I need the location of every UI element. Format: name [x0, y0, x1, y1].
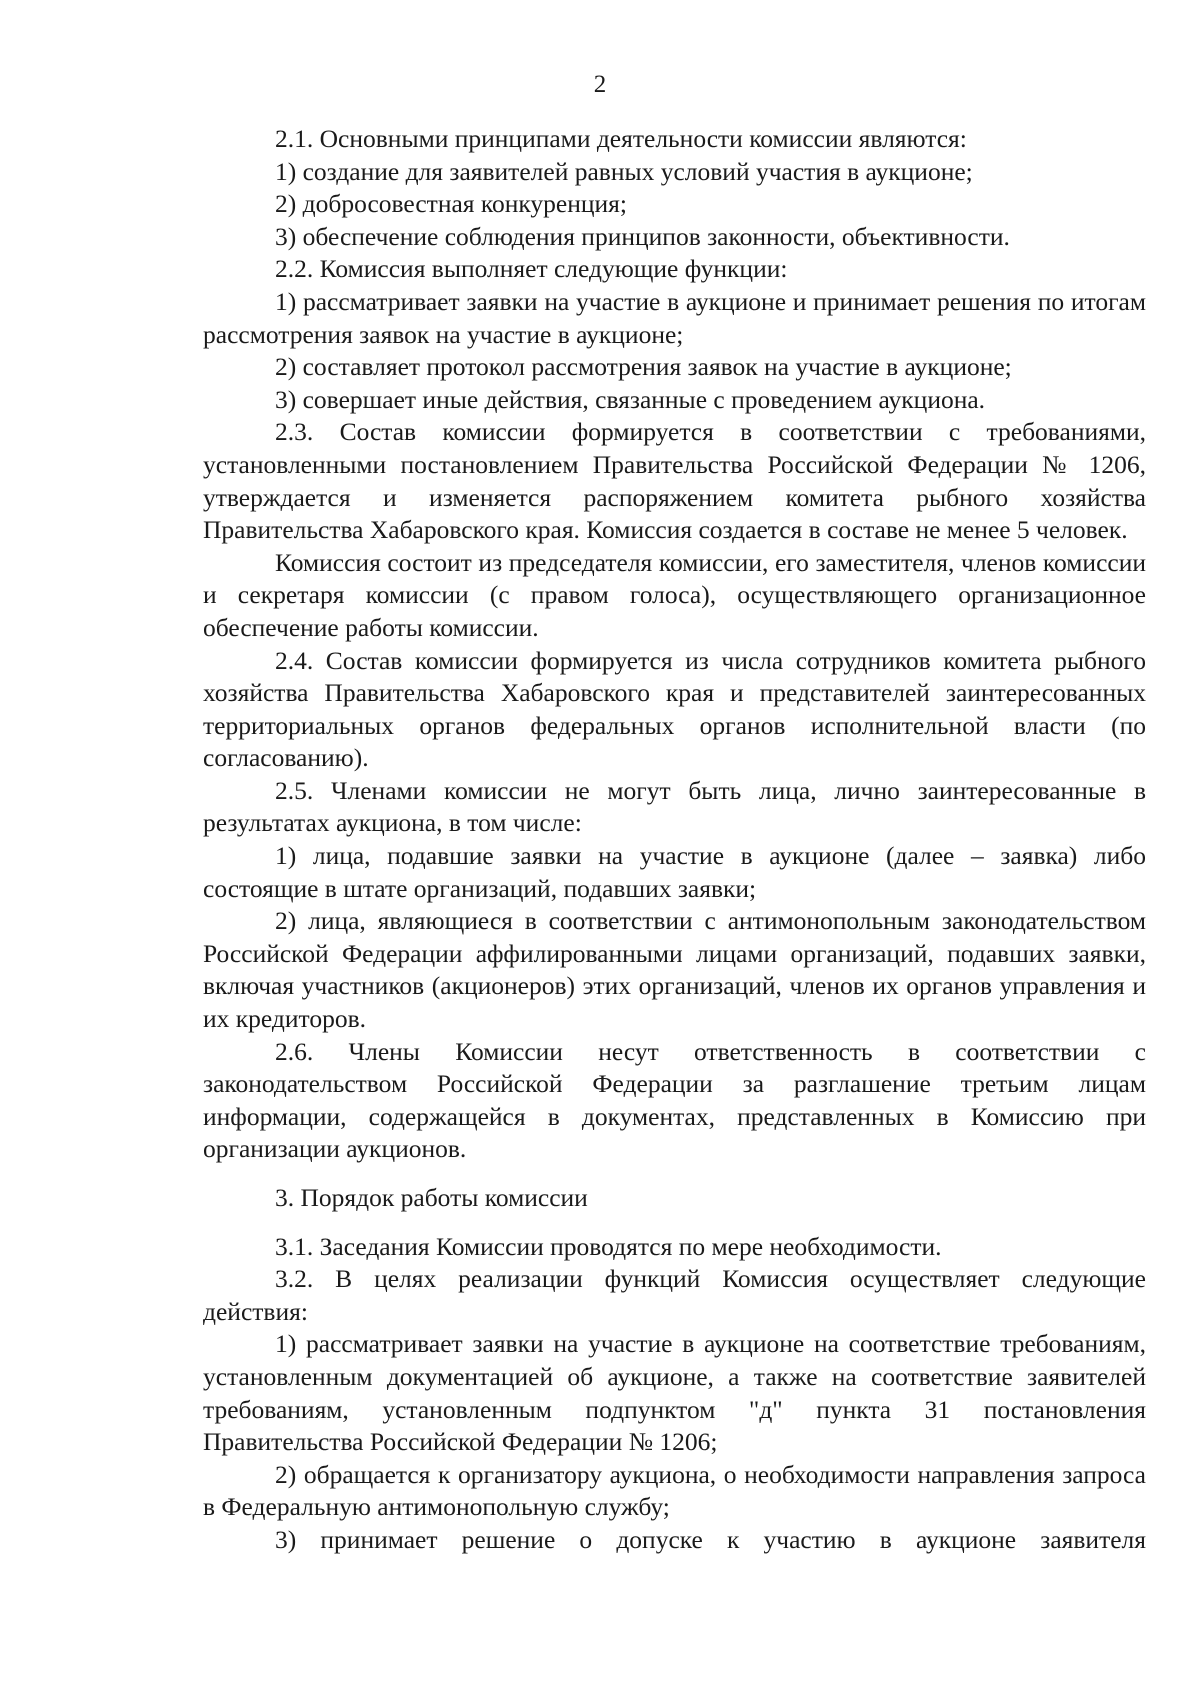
paragraph-3-1: 3.1. Заседания Комиссии проводятся по мере необходимости. [275, 1231, 942, 1261]
paragraph-2-2: 2.2. Комиссия выполняет следующие функции: [275, 254, 788, 284]
page-number: 2 [593, 71, 607, 98]
paragraph-2-5-item-2: 2) лица, являющиеся в соответствии с антимонопольным законодательством Российской Федерации аффилированными лицами организаций, подавших заявки, включая участников (акционеров) этих организаций, членов их органов управления и их кредиторов. [203, 906, 1146, 1034]
paragraph-2-5-item-1: 1) лица, подавшие заявки на участие в аукционе (далее – заявка) либо состоящие в штате организаций, подавших заявки; [203, 841, 1146, 903]
paragraph-2-4: 2.4. Состав комиссии формируется из числа сотрудников комитета рыбного хозяйства Правительства Хабаровского края и представителей заинтересованных территориальных органов федеральных органов исполнительной власти (по согласованию). [203, 645, 1146, 773]
paragraph-2-2-item-2: 2) составляет протокол рассмотрения заявок на участие в аукционе; [275, 352, 1012, 382]
paragraph-3-2-item-2: 2) обращается к организатору аукциона, о необходимости направления запроса в Федеральную антимонопольную службу; [203, 1459, 1146, 1522]
paragraph-2-3: 2.3. Состав комиссии формируется в соответствии с требованиями, установленными постановлением Правительства Российской Федерации № 1206, утверждается и изменяется распоряжением комитета рыбного хозяйства Правительства Хабаровского края. Комиссия создается в составе не менее 5 человек. [203, 417, 1146, 545]
paragraph-2-1-item-3: 3) обеспечение соблюдения принципов законности, объективности. [275, 221, 1010, 251]
paragraph-2-5: 2.5. Членами комиссии не могут быть лица, лично заинтересованные в результатах аукциона, в том числе: [203, 775, 1146, 838]
paragraph-2-2-item-3: 3) совершает иные действия, связанные с проведением аукциона. [275, 384, 986, 414]
paragraph-2-1-item-1: 1) создание для заявителей равных условий участия в аукционе; [275, 156, 973, 186]
paragraph-2-6: 2.6. Члены Комиссии несут ответственность в соответствии с законодательством Российской Федерации за разглашение третьим лицам информации, содержащейся в документах, представленных в Комиссию при организации аукционов. [203, 1036, 1146, 1164]
paragraph-3-2: 3.2. В целях реализации функций Комиссия осуществляет следующие действия: [203, 1264, 1146, 1326]
section-heading: 3. Порядок работы комиссии [275, 1183, 588, 1212]
paragraph-3-2-item-3: 3) принимает решение о допуске к участию в аукционе заявителя [275, 1524, 1146, 1554]
paragraph-2-2-item-1: 1) рассматривает заявки на участие в аукционе и принимает решения по итогам рассмотрения заявок на участие в аукционе; [203, 286, 1146, 349]
paragraph-2-3-composition: Комиссия состоит из председателя комиссии, его заместителя, членов комиссии и секретаря комиссии (с правом голоса), осуществляющего организационное обеспечение работы комиссии. [203, 547, 1146, 642]
document-body [203, 123, 1146, 1557]
paragraph-2-1-item-2: 2) добросовестная конкуренция; [275, 189, 627, 219]
paragraph-2-1: 2.1. Основными принципами деятельности комиссии являются: [275, 124, 967, 153]
paragraph-3-2-item-1: 1) рассматривает заявки на участие в аукционе на соответствие требованиям, установленным документацией об аукционе, а также на соответствие заявителей требованиям, установленным подпунктом "д" пункта 31 постановления Правительства Российской Федерации № 1206; [203, 1329, 1146, 1457]
